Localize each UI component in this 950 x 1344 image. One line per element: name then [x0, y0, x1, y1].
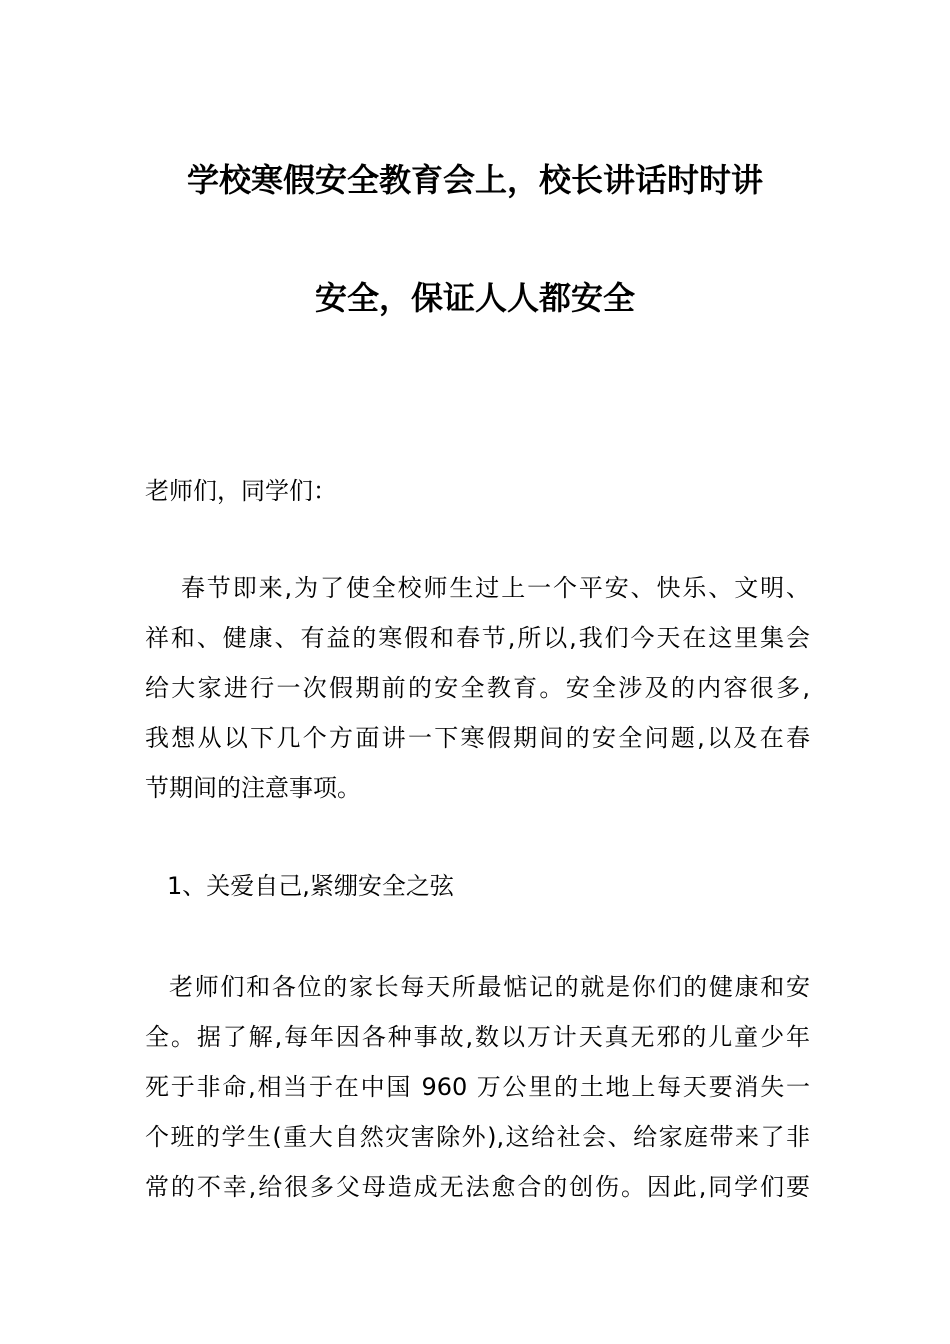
paragraph-1-line: 给大家进行一次假期前的安全教育。安全涉及的内容很多, [145, 674, 810, 702]
paragraph-2-line: 死于非命,相当于在中国 960 万公里的土地上每天要消失一 [145, 1073, 810, 1101]
salutation: 老师们，同学们： [145, 477, 337, 505]
document-title-line-2: 安全，保证人人都安全 [314, 279, 635, 317]
paragraph-1-line: 春节即来,为了使全校师生过上一个平安、快乐、文明、 [181, 574, 810, 602]
paragraph-2-line: 老师们和各位的家长每天所最惦记的就是你们的健康和安 [169, 973, 810, 1001]
paragraph-2 [145, 962, 810, 1212]
document-title-line-1: 学校寒假安全教育会上，校长讲话时时讲 [186, 161, 763, 199]
section-heading-1: 1、关爱自己,紧绷安全之弦 [167, 872, 454, 900]
paragraph-1 [145, 563, 810, 813]
paragraph-2-line: 个班的学生(重大自然灾害除外),这给社会、给家庭带来了非 [145, 1123, 810, 1151]
paragraph-2-line: 常的不幸,给很多父母造成无法愈合的创伤。因此,同学们要 [145, 1173, 810, 1201]
paragraph-1-line: 节期间的注意事项。 [145, 774, 361, 802]
paragraph-1-line: 我想从以下几个方面讲一下寒假期间的安全问题,以及在春 [145, 724, 810, 752]
paragraph-2-line: 全。据了解,每年因各种事故,数以万计天真无邪的儿童少年 [145, 1023, 810, 1051]
paragraph-1-line: 祥和、健康、有益的寒假和春节,所以,我们今天在这里集会 [145, 624, 810, 652]
